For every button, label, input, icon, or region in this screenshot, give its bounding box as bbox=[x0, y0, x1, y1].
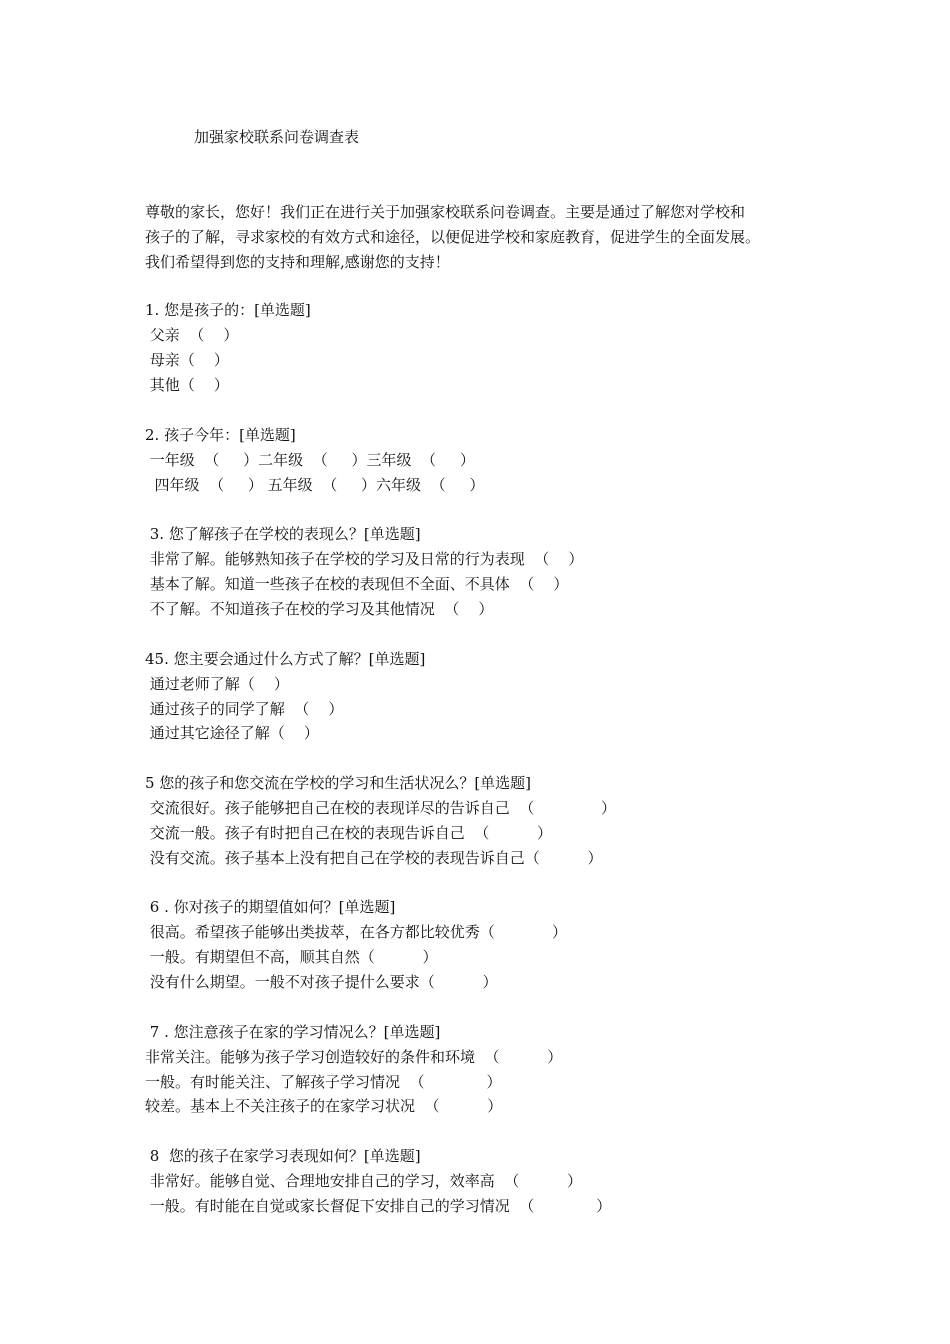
question-option: 很高。希望孩子能够出类拔萃，在各方都比较优秀（ ） bbox=[145, 923, 567, 941]
question-option: 没有交流。孩子基本上没有把自己在学校的表现告诉自己（ ） bbox=[145, 849, 603, 867]
question-option: 较差。基本上不关注孩子的在家学习状况 （ ） bbox=[145, 1097, 503, 1115]
question-option: 非常了解。能够熟知孩子在学校的学习及日常的行为表现 （ ） bbox=[145, 550, 584, 568]
question-option: 一年级 （ ）二年级 （ ）三年级 （ ） bbox=[145, 451, 475, 469]
question-option: 其他（ ） bbox=[145, 376, 229, 394]
question-6-title: 6 . 你对孩子的期望值如何？[单选题] bbox=[145, 898, 396, 916]
question-option: 非常关注。能够为孩子学习创造较好的条件和环境 （ ） bbox=[145, 1048, 563, 1066]
intro-line: 我们希望得到您的支持和理解,感谢您的支持！ bbox=[145, 253, 450, 271]
question-option: 非常好。能够自觉、合理地安排自己的学习，效率高 （ ） bbox=[145, 1172, 582, 1190]
question-option: 一般。有时能关注、了解孩子学习情况 （ ） bbox=[145, 1073, 502, 1091]
question-option: 一般。有时能在自觉或家长督促下安排自己的学习情况 （ ） bbox=[145, 1197, 612, 1215]
question-45-title: 45. 您主要会通过什么方式了解？[单选题] bbox=[145, 650, 426, 668]
question-8-title: 8 您的孩子在家学习表现如何？[单选题] bbox=[145, 1147, 421, 1165]
question-option: 基本了解。知道一些孩子在校的表现但不全面、不具体 （ ） bbox=[145, 575, 569, 593]
page-title: 加强家校联系问卷调查表 bbox=[194, 128, 360, 146]
question-5-title: 5 您的孩子和您交流在学校的学习和生活状况么？[单选题] bbox=[145, 774, 532, 792]
question-option: 父亲 （ ） bbox=[145, 326, 239, 344]
intro-line: 孩子的了解，寻求家校的有效方式和途径，以便促进学校和家庭教育，促进学生的全面发展。 bbox=[145, 228, 761, 246]
question-option: 交流一般。孩子有时把自己在校的表现告诉自己 （ ） bbox=[145, 824, 552, 842]
question-option: 通过老师了解（ ） bbox=[145, 675, 289, 693]
intro-line: 尊敬的家长，您好！我们正在进行关于加强家校联系问卷调查。主要是通过了解您对学校和 bbox=[145, 203, 746, 221]
question-1-title: 1. 您是孩子的：[单选题] bbox=[145, 301, 311, 319]
question-option: 不了解。不知道孩子在校的学习及其他情况 （ ） bbox=[145, 600, 494, 618]
question-3-title: 3. 您了解孩子在学校的表现么？[单选题] bbox=[145, 525, 421, 543]
question-option: 没有什么期望。一般不对孩子提什么要求（ ） bbox=[145, 973, 498, 991]
question-7-title: 7 . 您注意孩子在家的学习情况么？[单选题] bbox=[145, 1023, 441, 1041]
question-option: 一般。有期望但不高，顺其自然（ ） bbox=[145, 948, 438, 966]
question-option: 母亲（ ） bbox=[145, 351, 229, 369]
question-option: 四年级 （ ） 五年级 （ ）六年级 （ ） bbox=[145, 476, 485, 494]
question-option: 通过孩子的同学了解 （ ） bbox=[145, 700, 344, 718]
question-option: 通过其它途径了解（ ） bbox=[145, 724, 319, 742]
intro-paragraph bbox=[145, 200, 825, 275]
question-2-title: 2. 孩子今年：[单选题] bbox=[145, 426, 296, 444]
question-option: 交流很好。孩子能够把自己在校的表现详尽的告诉自己 （ ） bbox=[145, 799, 617, 817]
